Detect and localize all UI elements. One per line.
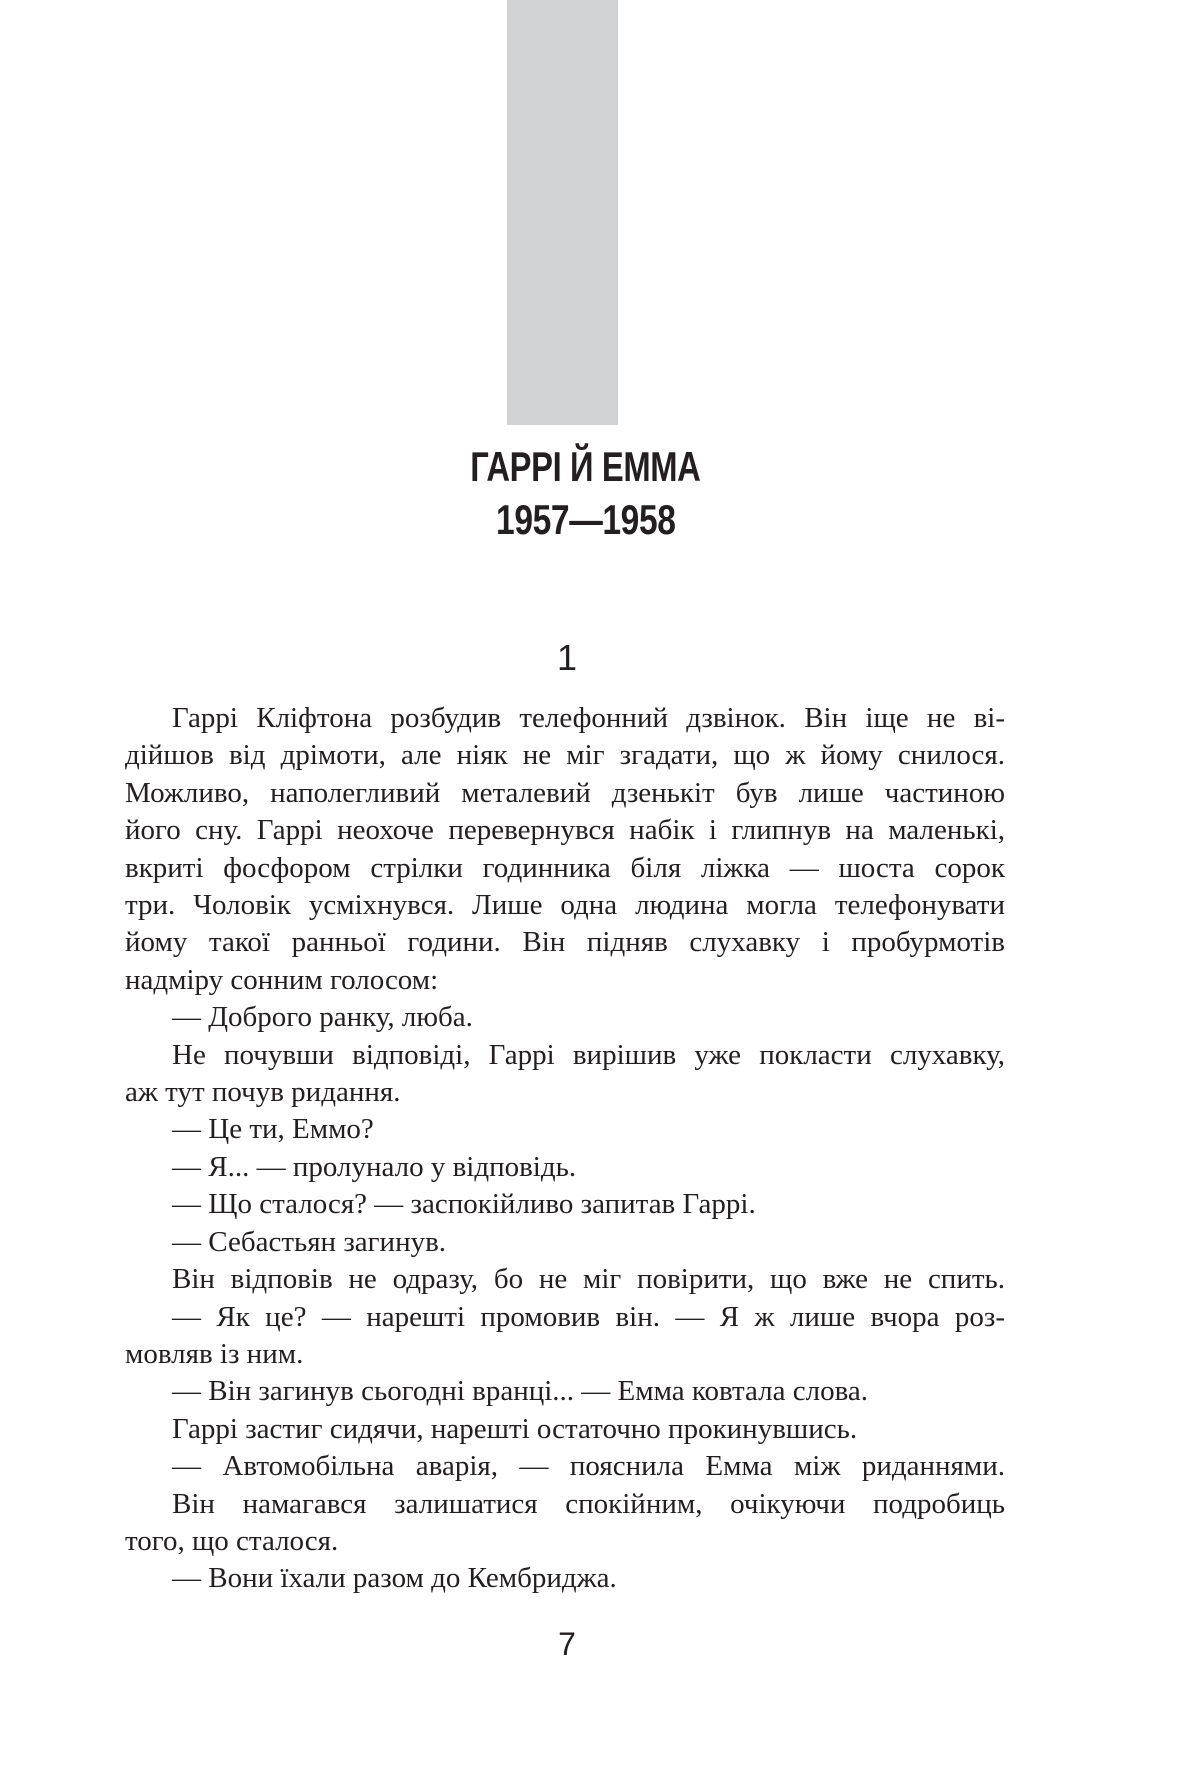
text-line: того, що сталося. — [125, 1524, 339, 1557]
dialogue-line: — Доброго ранку, люба. — [172, 1001, 473, 1034]
text-line: мовляв із ним. — [125, 1337, 304, 1370]
dialogue-line: — Автомобільна аварія, — пояснила Емма між риданнями. — [172, 1450, 1005, 1483]
text-line: Не почувши відповіді, Гаррі вирішив уже покласти слухавку, — [172, 1038, 1005, 1071]
text-line: Можливо, наполегливий металевий дзенькіт був лише частиною — [125, 776, 1005, 809]
text-line: аж тут почув ридання. — [125, 1076, 401, 1109]
text-line: йому такої ранньої години. Він підняв слухавку і пробурмотів — [125, 926, 1005, 959]
text-line: вкриті фосфором стрілки годинника біля ліжка — шоста сорок — [125, 851, 1005, 884]
dialogue-line: — Вони їхали разом до Кембриджа. — [172, 1562, 617, 1595]
dialogue-line: — Що сталося? — заспокійливо запитав Гаррі. — [172, 1188, 756, 1221]
part-title: ГАРРІ Й ЕММА — [470, 443, 701, 490]
chapter-body — [125, 700, 1005, 1598]
dialogue-line: — Це ти, Еммо? — [172, 1113, 374, 1146]
text-line: надміру сонним голосом: — [125, 963, 439, 996]
text-line: Гаррі Кліфтона розбудив телефонний дзвінок. Він іще не ві- — [172, 702, 1005, 734]
text-line: Він намагався залишатися спокійним, очікуючи подробиць — [172, 1487, 1005, 1520]
text-line: дійшов від дрімоти, але ніяк не міг згадати, що ж йому снилося. — [125, 739, 1005, 772]
dialogue-line: — Як це? — нарешті промовив він. — Я ж лише вчора роз- — [172, 1300, 1005, 1333]
text-line: Гаррі застиг сидячи, нарешті остаточно прокинувшись. — [172, 1412, 858, 1445]
text-line: три. Чоловік усміхнувся. Лише одна людина могла телефонувати — [125, 889, 1005, 922]
part-years: 1957—1958 — [496, 496, 676, 543]
dialogue-line: — Себастьян загинув. — [172, 1225, 447, 1258]
decorative-gray-bar — [507, 0, 618, 425]
dialogue-line: — Він загинув сьогодні вранці... — Емма ковтала слова. — [172, 1375, 868, 1408]
dialogue-line: — Я... — пролунало у відповідь. — [172, 1150, 577, 1183]
chapter-number: 1 — [556, 637, 578, 678]
text-line: його сну. Гаррі неохоче перевернувся набік і глипнув на маленькі, — [125, 814, 1005, 847]
text-line: Він відповів не одразу, бо не міг повірити, що вже не спить. — [172, 1263, 1005, 1296]
page-number: 7 — [558, 1626, 576, 1662]
